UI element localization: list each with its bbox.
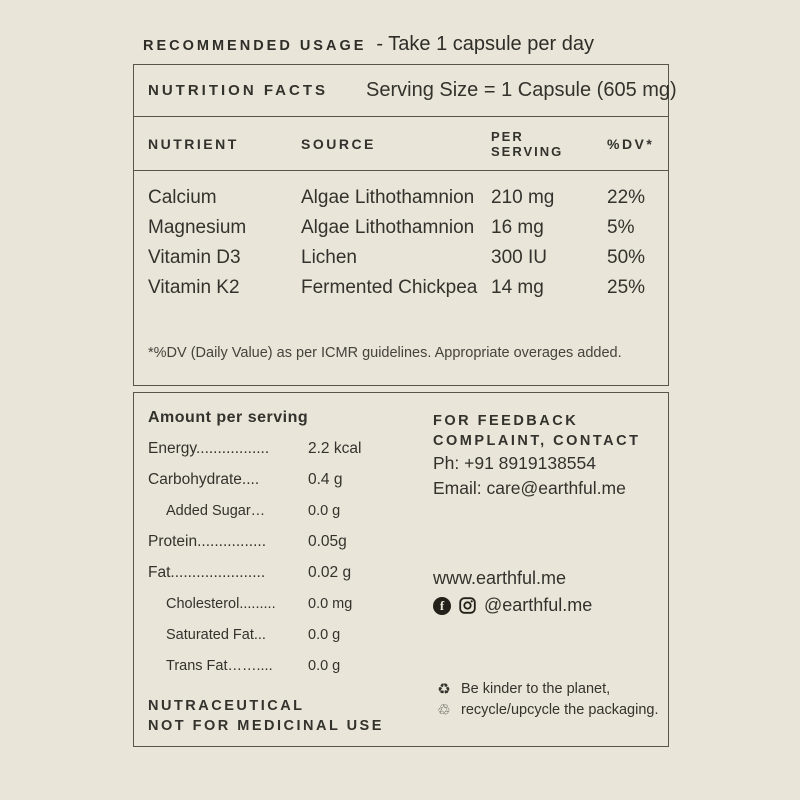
recycle-icon: ♻ [437, 681, 451, 698]
per-serving-cell: 16 mg [491, 217, 544, 238]
amount-row-added-sugar: Added Sugar… 0.0 g [166, 502, 341, 519]
serving-size-row [134, 65, 677, 117]
contact-section [433, 411, 640, 501]
recommended-usage [143, 33, 594, 56]
nutrition-facts-box [133, 64, 677, 386]
recommended-usage-value: - Take 1 capsule per day [376, 33, 594, 55]
amount-row-fat: Fat...................... 0.02 g [148, 563, 352, 581]
col-header-source: SOURCE [301, 135, 376, 152]
contact-phone: Ph: +91 8919138554 [433, 453, 597, 473]
amount-row-protein: Protein................ 0.05g [148, 532, 347, 550]
social-handle: @earthful.me [484, 595, 593, 615]
eco-line-2: recycle/upcycle the packaging. [461, 702, 659, 718]
source-cell: Algae Lithothamnion [301, 217, 475, 238]
recommended-usage-label: RECOMMENDED USAGE [143, 38, 367, 54]
serving-size-text: Serving Size = 1 Capsule (605 mg) [366, 79, 677, 101]
nutrient-cell: Calcium [148, 187, 217, 208]
source-cell: Algae Lithothamnion [301, 187, 475, 208]
contact-email: Email: care@earthful.me [433, 478, 626, 498]
dv-cell: 5% [607, 217, 635, 238]
eco-line-1: Be kinder to the planet, [461, 681, 611, 697]
instagram-icon [459, 597, 476, 614]
contact-heading: FOR FEEDBACK COMPLAINT, CONTACT [433, 413, 641, 449]
amount-row-cholesterol: Cholesterol......... 0.0 mg [166, 595, 353, 612]
col-header-dv: %DV* [607, 135, 655, 152]
table-row [134, 213, 668, 243]
table-body [134, 171, 668, 303]
web-section [433, 565, 592, 616]
per-serving-cell: 210 mg [491, 187, 555, 208]
nutrient-cell: Vitamin D3 [148, 247, 241, 268]
dv-cell: 22% [607, 187, 646, 208]
info-box [133, 392, 669, 747]
amount-row-carbohydrate: Carbohydrate.... 0.4 g [148, 470, 343, 488]
table-header-row [134, 117, 668, 171]
social-row [433, 595, 592, 616]
col-header-nutrient: NUTRIENT [148, 135, 239, 152]
amount-per-serving-heading: Amount per serving [148, 409, 309, 426]
nutraceutical-disclaimer: NUTRACEUTICAL NOT FOR MEDICINAL USE [148, 698, 384, 734]
facebook-icon: f [433, 597, 451, 615]
source-cell: Lichen [301, 247, 357, 268]
website-url: www.earthful.me [433, 568, 567, 588]
nutrient-cell: Magnesium [148, 217, 247, 238]
dv-cell: 50% [607, 247, 646, 268]
table-row [134, 183, 668, 213]
per-serving-cell: 14 mg [491, 277, 544, 298]
source-cell: Fermented Chickpea [301, 277, 478, 298]
dv-cell: 25% [607, 277, 646, 298]
table-row [134, 243, 668, 273]
amount-row-saturated-fat: Saturated Fat... 0.0 g [166, 626, 341, 643]
nutrition-facts-title: NUTRITION FACTS [148, 82, 328, 99]
amount-row-energy: Energy................. 2.2 kcal [148, 439, 362, 457]
amount-per-serving-section [148, 409, 428, 681]
col-header-per-serving: PER SERVING [491, 128, 564, 159]
amount-row-trans-fat: Trans Fat…….... 0.0 g [166, 657, 341, 674]
per-serving-cell: 300 IU [491, 247, 547, 268]
nutrient-cell: Vitamin K2 [148, 277, 240, 298]
eco-note [433, 679, 658, 721]
table-row [134, 273, 668, 303]
upcycle-icon: ♲ [437, 702, 451, 719]
dv-footnote: *%DV (Daily Value) as per ICMR guidelines. Appropriate overages added. [148, 345, 622, 361]
